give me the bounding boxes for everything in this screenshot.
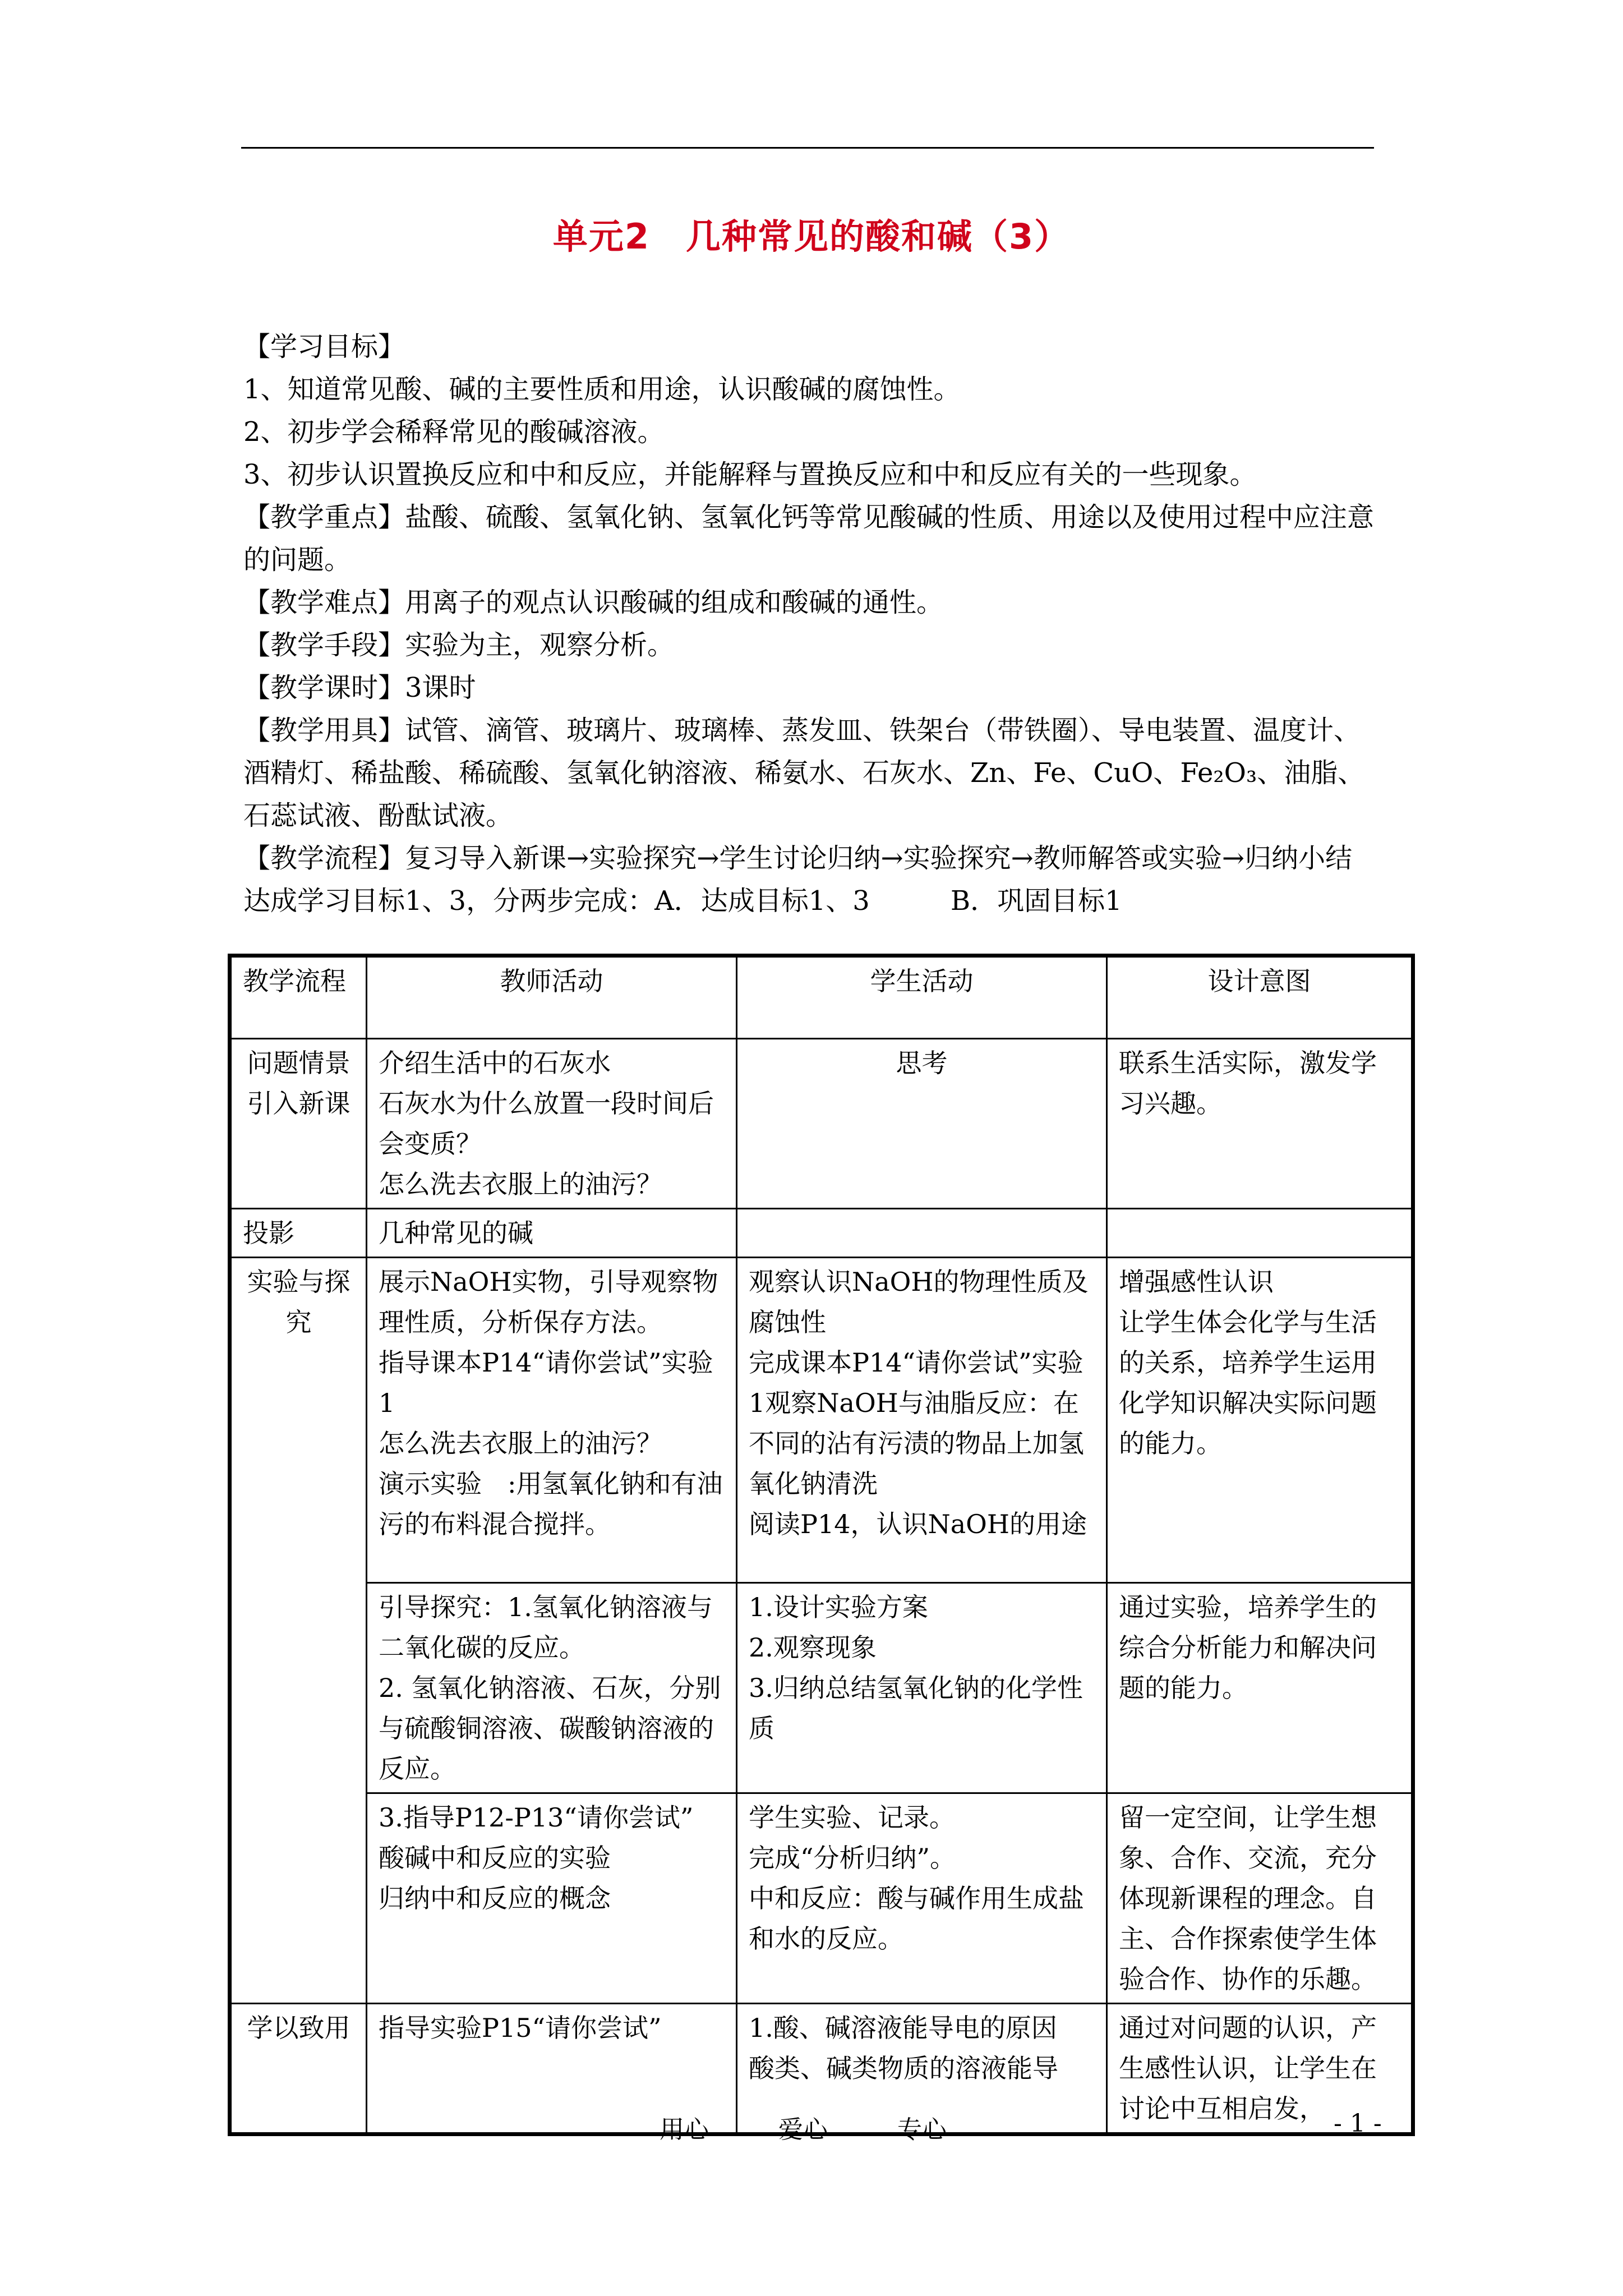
cell-line: 1.设计实验方案 — [749, 1592, 928, 1622]
teaching-difficulties: 【教学难点】用离子的观点认识酸碱的组成和酸碱的通性。 — [243, 587, 944, 618]
cell-line: 3.指导P12-P13“请你尝试” — [379, 1802, 694, 1833]
intent-cell: 联系生活实际，激发学习兴趣。 — [1107, 1039, 1413, 1209]
table-row — [230, 1039, 1413, 1209]
section-heading-objectives: 【学习目标】 — [243, 331, 405, 362]
teaching-key-points: 【教学重点】盐酸、硫酸、氢氧化钠、氢氧化钙等常见酸碱的性质、用途以及使用过程中应注意的问题。 — [243, 501, 1375, 576]
intent-cell — [1107, 1258, 1413, 1583]
goal-summary: 达成学习目标1、3，分两步完成：A．达成目标1、3 B．巩固目标1 — [243, 885, 1122, 917]
teacher-cell — [367, 1258, 737, 1583]
header-student: 学生活动 — [737, 956, 1107, 1039]
teacher-cell: 指导实验P15“请你尝试” — [367, 2004, 737, 2134]
objective-item: 2、初步学会稀释常见的酸碱溶液。 — [243, 416, 665, 448]
teacher-cell — [367, 1583, 737, 1793]
cell-line: 石灰水为什么放置一段时间后会变质？ — [379, 1088, 714, 1159]
cell-line: 引导探究：1.氢氧化钠溶液与二氧化碳的反应。 — [379, 1592, 713, 1663]
motto-word: 爱心 — [778, 2115, 828, 2144]
cell-line: 阅读P14，认识NaOH的用途 — [749, 1509, 1087, 1539]
intent-cell: 留一定空间，让学生想象、合作、交流，充分体现新课程的理念。自主、合作探索使学生体验合作、协作的乐趣。 — [1107, 1793, 1413, 2004]
cell-line: 增强感性认识 — [1119, 1267, 1274, 1297]
cell-line: 2.观察现象 — [749, 1632, 877, 1663]
cell-line: 完成课本P14“请你尝试”实验1观察NaOH与油脂反应：在不同的沾有污渍的物品上加氢氧化钠清洗 — [749, 1347, 1084, 1499]
cell-line: 介绍生活中的石灰水 — [379, 1048, 611, 1078]
student-cell — [737, 1583, 1107, 1793]
cell-line: 展示NaOH实物，引导观察物理性质，分析保存方法。 — [379, 1267, 718, 1337]
cell-line: 酸类、碱类物质的溶液能导 — [749, 2053, 1058, 2083]
footer-motto — [660, 2109, 1008, 2145]
teaching-means: 【教学手段】实验为主，观察分析。 — [243, 629, 675, 661]
objective-item: 3、初步认识置换反应和中和反应，并能解释与置换反应和中和反应有关的一些现象。 — [243, 459, 1257, 490]
student-cell: 思考 — [737, 1039, 1107, 1209]
student-cell — [737, 1209, 1107, 1258]
cell-line: 1.酸、碱溶液能导电的原因 — [749, 2013, 1057, 2043]
page-title: 单元2 几种常见的酸和碱（3） — [552, 216, 1071, 257]
stage-cell: 学以致用 — [230, 2004, 367, 2134]
cell-line: 怎么洗去衣服上的油污？ — [379, 1169, 662, 1199]
cell-line: 酸碱中和反应的实验 — [379, 1843, 611, 1873]
student-cell — [737, 1258, 1107, 1583]
motto-word: 专心 — [897, 2115, 947, 2144]
stage-cell: 实验与探究 — [230, 1258, 367, 2004]
teacher-cell: 几种常见的碱 — [367, 1209, 737, 1258]
teaching-hours: 【教学课时】3课时 — [243, 672, 476, 703]
stage-cell: 投影 — [230, 1209, 367, 1258]
header-rule — [241, 147, 1374, 149]
cell-line: 指导课本P14“请你尝试”实验1 — [379, 1347, 713, 1418]
cell-line: 演示实验 :用氢氧化钠和有油污的布料混合搅拌。 — [379, 1469, 723, 1539]
teacher-cell — [367, 1039, 737, 1209]
objective-item: 1、知道常见酸、碱的主要性质和用途，认识酸碱的腐蚀性。 — [243, 374, 961, 405]
stage-cell: 问题情景引入新课 — [230, 1039, 367, 1209]
intent-cell: 通过实验，培养学生的综合分析能力和解决问题的能力。 — [1107, 1583, 1413, 1793]
table-row — [230, 1209, 1413, 1258]
cell-line: 归纳中和反应的概念 — [379, 1883, 611, 1913]
table-row — [230, 1258, 1413, 1583]
header-stage: 教学流程 — [230, 956, 367, 1039]
cell-line: 2. 氢氧化钠溶液、石灰，分别与硫酸铜溶液、碳酸钠溶液的反应。 — [379, 1673, 721, 1784]
table-row — [230, 1793, 1413, 2004]
table-header-row — [230, 956, 1413, 1039]
cell-line: 完成“分析归纳”。 — [749, 1843, 956, 1873]
cell-line: 学生实验、记录。 — [749, 1802, 955, 1833]
cell-line: 观察认识NaOH的物理性质及腐蚀性 — [749, 1267, 1089, 1337]
intent-cell — [1107, 1209, 1413, 1258]
cell-line: 让学生体会化学与生活的关系，培养学生运用化学知识解决实际问题的能力。 — [1119, 1307, 1377, 1458]
cell-line: 怎么洗去衣服上的油污？ — [379, 1428, 662, 1458]
header-intent: 设计意图 — [1107, 956, 1413, 1039]
teaching-tools: 【教学用具】试管、滴管、玻璃片、玻璃棒、蒸发皿、铁架台（带铁圈）、导电装置、温度计、酒精灯、稀盐酸、稀硫酸、氢氧化钠溶液、稀氨水、石灰水、Zn、Fe、CuO、Fe₂O₃、油脂、石蕊试液、酚酞试液。 — [243, 715, 1365, 831]
lesson-flow-table — [228, 954, 1415, 2136]
student-cell — [737, 1793, 1107, 2004]
header-teacher: 教师活动 — [367, 956, 737, 1039]
teacher-cell — [367, 1793, 737, 2004]
table-row — [230, 1583, 1413, 1793]
motto-word: 用心 — [660, 2115, 709, 2144]
teaching-flow: 【教学流程】复习导入新课→实验探究→学生讨论归纳→实验探究→教师解答或实验→归纳小结 — [243, 843, 1353, 874]
page-number: - 1 - — [1334, 2109, 1382, 2138]
cell-line: 3.归纳总结氢氧化钠的化学性质 — [749, 1673, 1083, 1743]
intro-section — [243, 325, 1376, 922]
cell-line: 中和反应：酸与碱作用生成盐和水的反应。 — [749, 1883, 1084, 1954]
intent-cell: 通过对问题的认识，产生感性认识，让学生在讨论中互相启发， — [1107, 2004, 1413, 2134]
